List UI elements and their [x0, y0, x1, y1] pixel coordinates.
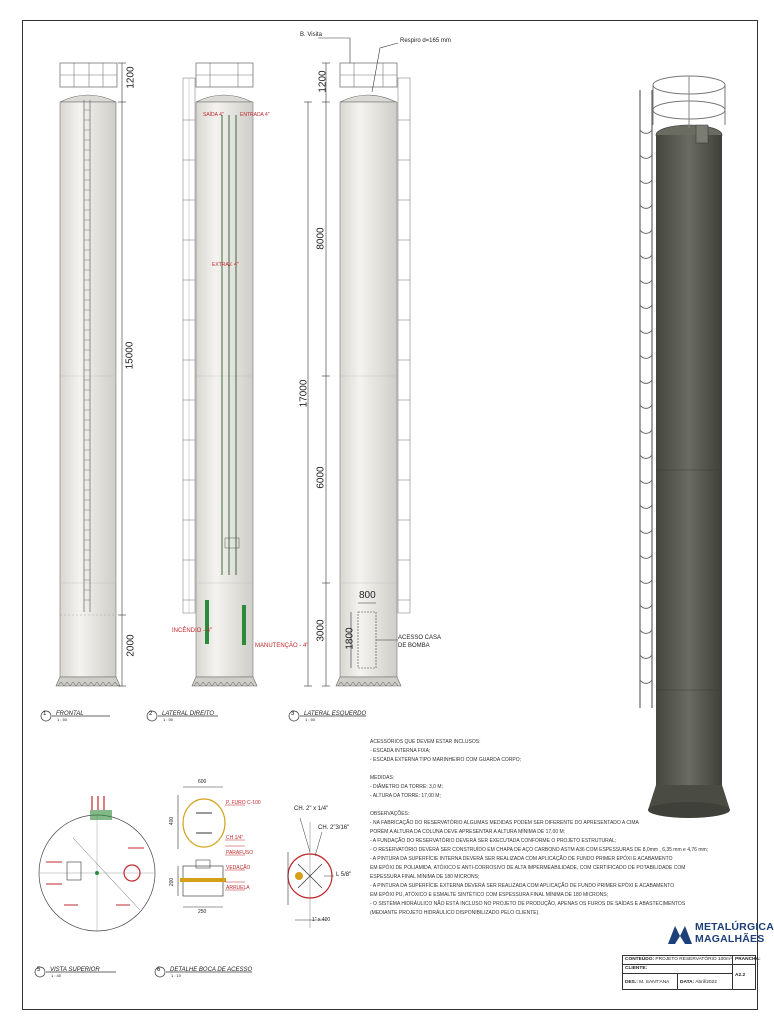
lateral-direito-view	[183, 63, 270, 686]
callout-ch1: CH. 2" x 1/4"	[294, 806, 329, 812]
dim-esq-17000: 17000	[298, 379, 310, 408]
view-label-detalhe-boca	[157, 967, 267, 978]
dim-esq-1200: 1200	[317, 70, 329, 93]
svg-text:SAÍDA 4": SAÍDA 4"	[203, 112, 224, 118]
tb-prancha-label: PRANCHA:	[732, 955, 756, 965]
medidas-header: MEDIDAS:	[370, 775, 395, 781]
detalhe-boca-view	[178, 787, 261, 907]
dim-600: 600	[198, 779, 207, 785]
view-title: LATERAL DIREITO	[162, 711, 215, 717]
company-logo-icon	[666, 922, 694, 948]
svg-text:ARRUELA: ARRUELA	[226, 885, 250, 891]
note-obs-5: - A PINTURA DA SUPERFÍCIE INTERNA DEVERÁ SER REALIZADA COM APLICAÇÃO DE FUNDO PRIMER EPÓXI E ACABAMENTO	[370, 856, 673, 862]
view-scale: 1 : 50	[305, 717, 316, 722]
note-medida-2: - ALTURA DA TORRE: 17,00 M;	[370, 793, 441, 799]
svg-text:P. FURO C-100: P. FURO C-100	[226, 800, 261, 806]
callout-l58: L 5/8"	[336, 872, 352, 878]
tb-data: DATA: Abril/2022	[677, 973, 733, 990]
dim-400: 400	[169, 816, 176, 826]
view-label-frontal	[43, 711, 123, 722]
view-number: 2	[149, 711, 153, 717]
note-obs-2: PORÉM A ALTURA DA COLUNA DEVE APRESENTAR A ALTURA MÍNIMA DE 17,00 M;	[370, 829, 566, 835]
note-obs-10: - O SISTEMA HIDRÁULICO NÃO ESTÁ INCLUSO NO PROJETO DE PRODUÇÃO, APENAS OS FUROS DE SAÍDAS E ABASTECIMENTOS	[370, 901, 686, 907]
view-title: VISTA SUPERIOR	[50, 967, 100, 973]
dim-250: 250	[198, 909, 207, 915]
logo-line1: METALÚRGICA	[695, 921, 774, 933]
dim-frontal-2000: 2000	[125, 634, 137, 657]
callout-respiro: Respiro d=165 mm	[400, 38, 451, 44]
view-scale: 1 : 50	[57, 717, 68, 722]
title-block	[622, 955, 761, 989]
view-title: LATERAL ESQUERDO	[304, 711, 367, 717]
render-3d-view	[640, 76, 730, 818]
callout-b-vista: B. Visita	[300, 32, 322, 38]
dim-esq-6000: 6000	[315, 466, 327, 489]
dim-200: 200	[169, 877, 176, 887]
svg-text:EXTRAV. 4": EXTRAV. 4"	[212, 262, 239, 268]
svg-text:PARAFUSO: PARAFUSO	[226, 850, 254, 856]
view-label-lateral-direito	[149, 711, 229, 722]
note-obs-8: - A PINTURA DA SUPERFÍCIE EXTERNA DEVERÁ SER REALIZADA COM APLICAÇÃO DE FUNDO PRIMER EPÓXI E ACABAMENTO	[370, 883, 675, 889]
note-medida-1: - DIÂMETRO DA TORRE: 3,0 M;	[370, 784, 443, 790]
svg-text:CH 1/4": CH 1/4"	[226, 835, 244, 841]
callout-l14: 1" x 400	[312, 917, 331, 923]
view-scale: 1 : 10	[171, 973, 182, 978]
dim-esq-8000: 8000	[315, 227, 327, 250]
view-number: 3	[291, 711, 295, 717]
ch-detail-view	[288, 818, 334, 928]
lateral-esquerdo-view	[304, 38, 410, 686]
dim-frontal-15000: 15000	[124, 341, 136, 370]
view-title: DETALHE BOCA DE ACESSO	[170, 967, 253, 973]
tb-conteudo: CONTEÚDO: PROJETO RESERVATÓRIO 100m³	[622, 955, 733, 965]
frontal-view	[56, 63, 126, 686]
notes-header: ACESSÓRIOS QUE DEVEM ESTAR INCLUSOS:	[370, 739, 481, 745]
view-title: FRONTAL	[56, 711, 84, 717]
callout-manutencao: MANUTENÇÃO - 4"	[255, 643, 309, 649]
view-number: 6	[157, 967, 161, 973]
dim-esq-3000: 3000	[315, 619, 327, 642]
note-obs-9: EM EPÓXI PU, ATÓXICO E ESMALTE SINTÉTICO COM ESPESSURA FINAL MÍNIMA DE 180 MICRONS;	[370, 892, 609, 898]
dim-esq-800: 800	[359, 590, 376, 601]
callout-acesso: ACESSO CASA DE BOMBA	[398, 635, 441, 649]
note-obs-4: - O RESERVATÓRIO DEVERÁ SER CONSTRUÍDO EM CHAPA DE AÇO CARBONO ASTM A36 COM ESPESSURAS DE 8,0mm , 6,35 mm e 4,76 mm;	[370, 847, 709, 853]
tb-des: DES.: M. SANT'ANA	[622, 973, 678, 990]
view-number: 5	[37, 967, 41, 973]
note-acc-1: - ESCADA INTERNA FIXA;	[370, 748, 431, 754]
dim-esq-1800: 1800	[344, 627, 356, 650]
callout-ch2: CH. 2"3/16"	[318, 825, 350, 831]
view-scale: 1 : 40	[51, 973, 62, 978]
view-markers	[35, 711, 366, 977]
view-label-lateral-esquerdo	[291, 711, 381, 722]
note-obs-6: EM EPÓXI DE POLIAMIDA, ATÓXICO E ANTI-CORROSIVO DE ALTA IMPERMEABILIDADE, COM CERTIFICADO DE POTABILIDADE COM	[370, 865, 686, 871]
view-number: 1	[43, 711, 47, 717]
tb-cliente: CLIENTE:	[622, 964, 733, 974]
company-logo-text	[695, 921, 774, 945]
notes-block	[370, 738, 709, 918]
note-obs-11: (MEDIANTE PROJETO HIDRÁULICO DISPONIBILIZADO PELO CLIENTE).	[370, 910, 540, 916]
note-obs-1: - NA FABRICAÇÃO DO RESERVATÓRIO ALGUMAS MEDIDAS PODEM SER DIFERENTE DO APRESENTADO A CIMA	[370, 820, 639, 826]
svg-text:ENTRADA 4": ENTRADA 4"	[240, 112, 270, 118]
view-scale: 1 : 50	[163, 717, 174, 722]
note-acc-2: - ESCADA EXTERNA TIPO MARINHEIRO COM GUARDA CORPO;	[370, 757, 522, 763]
note-obs-3: - A FUNDAÇÃO DO RESERVATÓRIO DEVERÁ SER EXECUTADA CONFORME O PROJETO ESTRUTURAL;	[370, 838, 617, 844]
logo-line2: MAGALHÃES	[695, 933, 765, 945]
view-label-vista-superior	[37, 967, 127, 978]
tb-prancha-value: A2.2	[732, 964, 756, 990]
vista-superior-view	[39, 796, 155, 931]
note-obs-7: ESPESSURA FINAL MÍNIMA DE 180 MICRONS;	[370, 874, 480, 880]
obs-header: OBSERVAÇÕES:	[370, 811, 410, 817]
callout-incendio: INCÊNDIO - 4"	[172, 628, 213, 634]
dim-frontal-1200: 1200	[125, 66, 137, 89]
svg-text:VEDAÇÃO: VEDAÇÃO	[226, 865, 251, 871]
